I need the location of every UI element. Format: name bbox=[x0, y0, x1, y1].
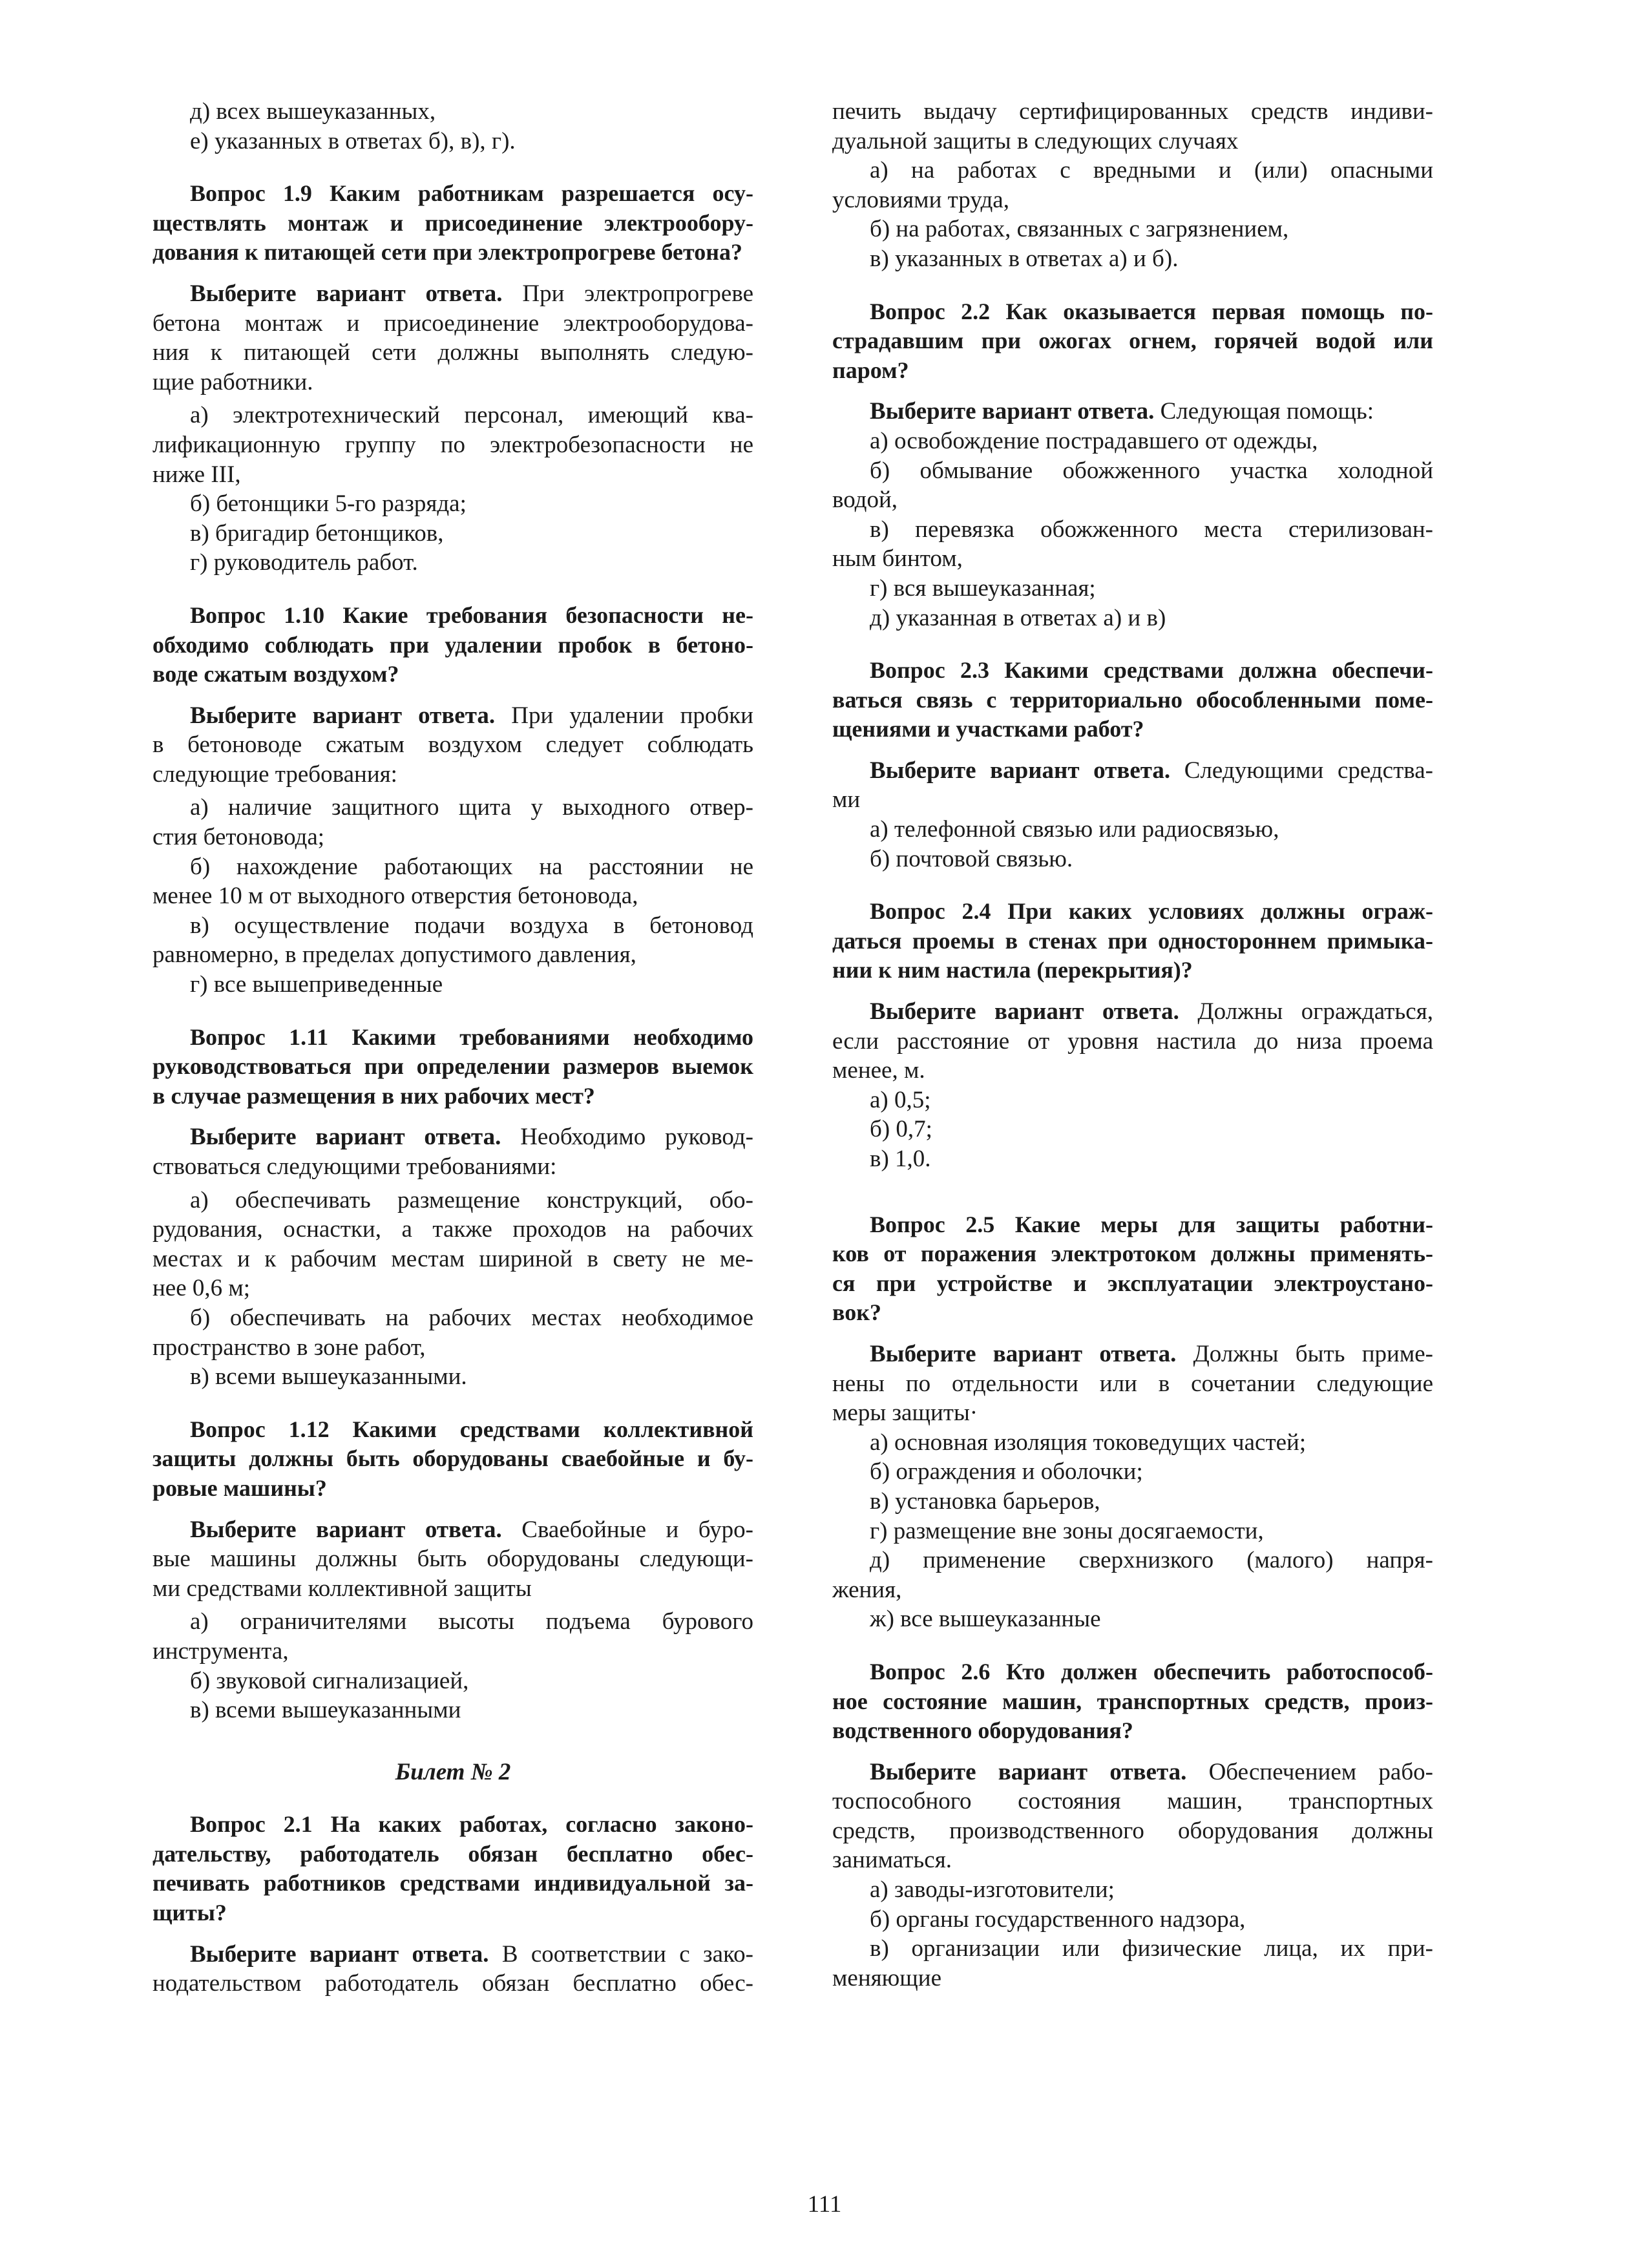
text-line bbox=[152, 1122, 753, 1152]
text-line: ствоваться следующими требованиями: bbox=[152, 1153, 557, 1180]
answer-options bbox=[832, 815, 1433, 874]
answer-label: Выберите вариант ответа. bbox=[870, 998, 1179, 1025]
text-line: бетона монтаж и присоединение электрооборудова- bbox=[152, 310, 753, 337]
text-line: б) органы государственного надзора, bbox=[870, 1906, 1246, 1933]
answer-text: Следующими средства- bbox=[1170, 757, 1433, 784]
text-line: меры защиты· bbox=[832, 1400, 978, 1427]
text-line: б) 0,7; bbox=[870, 1116, 932, 1143]
question-heading bbox=[832, 1210, 1433, 1328]
answer-options bbox=[832, 1875, 1433, 1993]
text-line: в) перевязка обожженного места стерилизован- bbox=[870, 516, 1433, 543]
text-line: менее, м. bbox=[832, 1057, 925, 1084]
answer-label: Выберите вариант ответа. bbox=[190, 1516, 502, 1543]
page-number: 111 bbox=[807, 2191, 842, 2218]
answer-text: При электропрогреве bbox=[502, 280, 753, 307]
text-line: средств, производственного оборудования должны bbox=[832, 1817, 1433, 1844]
text-line: паром? bbox=[832, 357, 909, 383]
text-line: в) всеми вышеуказанными. bbox=[190, 1363, 467, 1391]
text-line: водственного оборудования? bbox=[832, 1717, 1133, 1744]
text-line: в случае размещения в них рабочих мест? bbox=[152, 1082, 595, 1109]
text-line: Вопрос 1.10 Какие требования безопасности не- bbox=[190, 602, 753, 628]
text-line: ния к питающей сети должны выполнять следую- bbox=[152, 339, 753, 366]
text-line: инструмента, bbox=[152, 1637, 289, 1664]
text-line: в) всеми вышеуказанными bbox=[190, 1697, 461, 1724]
text-line: в) установка барьеров, bbox=[870, 1487, 1100, 1515]
text-line: а) ограничителями высоты подъема бурового bbox=[190, 1608, 753, 1635]
text-line: Вопрос 2.2 Как оказывается первая помощь по- bbox=[870, 298, 1433, 324]
text-line: б) обеспечивать на рабочих местах необходимое bbox=[190, 1304, 753, 1331]
answer-text: Следующая помощь: bbox=[1154, 398, 1374, 425]
text-line: дуальной защиты в следующих случаях bbox=[832, 127, 1239, 154]
answer-intro bbox=[832, 756, 1433, 815]
text-line: в) организации или физические лица, их при- bbox=[870, 1935, 1433, 1962]
answer-options bbox=[152, 401, 753, 578]
text-line bbox=[152, 701, 753, 731]
text-line: г) все вышеприведенные bbox=[190, 971, 443, 998]
answer-intro bbox=[152, 1515, 753, 1604]
text-line: д) применение сверхнизкого (малого) напря- bbox=[870, 1547, 1433, 1574]
question-heading bbox=[152, 1810, 753, 1927]
text-line: б) ограждения и оболочки; bbox=[870, 1458, 1143, 1486]
answer-intro bbox=[152, 701, 753, 790]
text-line: обходимо соблюдать при удалении пробок в бетоно- bbox=[152, 631, 753, 658]
question-heading bbox=[152, 1023, 753, 1111]
text-line: щиты? bbox=[152, 1900, 227, 1926]
text-line: дования к питающей сети при электропрогреве бетона? bbox=[152, 239, 742, 266]
question-heading bbox=[152, 179, 753, 268]
answer-options bbox=[152, 1186, 753, 1392]
text-line: б) нахождение работающих на расстоянии не bbox=[190, 853, 753, 880]
text-line: если расстояние от уровня настила до низа проема bbox=[832, 1027, 1433, 1055]
text-line: г) размещение вне зоны досягаемости, bbox=[870, 1517, 1264, 1544]
answer-label: Выберите вариант ответа. bbox=[190, 1124, 501, 1151]
answer-options bbox=[152, 793, 753, 999]
text-line: щениями и участками работ? bbox=[832, 716, 1144, 742]
answer-intro bbox=[832, 1339, 1433, 1428]
text-line: а) обеспечивать размещение конструкций, обо- bbox=[190, 1186, 753, 1213]
text-line: в) осуществление подачи воздуха в бетоновод bbox=[190, 912, 753, 939]
text-line: б) звуковой сигнализацией, bbox=[190, 1667, 469, 1694]
text-line: а) наличие защитного щита у выходного отвер- bbox=[190, 794, 753, 821]
text-line: печить выдачу сертифицированных средств индиви- bbox=[832, 98, 1433, 125]
text-line: в) 1,0. bbox=[870, 1146, 931, 1172]
text-line: условиями труда, bbox=[832, 186, 1009, 213]
right-column bbox=[832, 97, 1433, 1993]
text-line: Вопрос 2.3 Какими средствами должна обеспечи- bbox=[870, 657, 1433, 684]
text-line: в) бригадир бетонщиков, bbox=[190, 520, 444, 547]
ticket-heading: Билет № 2 bbox=[395, 1758, 511, 1785]
answer-intro bbox=[832, 397, 1433, 426]
text-line: Вопрос 1.9 Каким работникам разрешается осу- bbox=[190, 180, 753, 207]
text-line: ми средствами коллективной защиты bbox=[152, 1575, 532, 1602]
text-line: ваться связь с территориально обособленными поме- bbox=[832, 686, 1433, 713]
answer-text: Обеспечением рабо- bbox=[1186, 1758, 1433, 1785]
text-line: г) руководитель работ. bbox=[190, 549, 418, 576]
text-line: щие работники. bbox=[152, 368, 313, 395]
answer-options bbox=[152, 1607, 753, 1725]
answer-text: Должны быть приме- bbox=[1176, 1340, 1433, 1367]
answer-label: Выберите вариант ответа. bbox=[870, 398, 1155, 425]
answer-intro bbox=[832, 997, 1433, 1086]
text-line: нены по отдельности или в сочетании следующие bbox=[832, 1370, 1433, 1397]
text-line: дательству, работодатель обязан бесплатно обес- bbox=[152, 1840, 753, 1867]
text-line: жения, bbox=[832, 1576, 902, 1603]
text-line bbox=[832, 397, 1433, 426]
text-line: пространство в зоне работ, bbox=[152, 1334, 426, 1361]
answer-intro bbox=[832, 1758, 1433, 1875]
text-line: нодательством работодатель обязан бесплатно обес- bbox=[152, 1970, 753, 1997]
text-line: ниже III, bbox=[152, 461, 241, 488]
text-line: водой, bbox=[832, 487, 898, 514]
text-line: ным бинтом, bbox=[832, 545, 963, 572]
text-line: нее 0,6 м; bbox=[152, 1275, 251, 1302]
text-line: а) заводы-изготовители; bbox=[870, 1876, 1115, 1904]
left-column bbox=[152, 97, 753, 1999]
answer-options bbox=[832, 1086, 1433, 1174]
answer-text: Необходимо руковод- bbox=[501, 1124, 753, 1151]
answer-text: При удалении пробки bbox=[495, 702, 753, 729]
text-line: е) указанных в ответах б), в), г). bbox=[190, 127, 516, 154]
text-line: Вопрос 2.4 При каких условиях должны ограж- bbox=[870, 898, 1433, 925]
answer-intro bbox=[152, 1940, 753, 1999]
text-line: а) на работах с вредными и (или) опасными bbox=[870, 157, 1433, 184]
text-line: ми bbox=[832, 786, 861, 814]
answer-label: Выберите вариант ответа. bbox=[870, 1758, 1187, 1785]
text-line bbox=[832, 756, 1433, 786]
text-line: Вопрос 2.1 На каких работах, согласно законо- bbox=[190, 1811, 753, 1838]
text-line bbox=[152, 1515, 753, 1545]
text-line: ное состояние машин, транспортных средств, произ- bbox=[832, 1688, 1433, 1714]
answer-label: Выберите вариант ответа. bbox=[870, 1340, 1177, 1367]
text-line: а) электротехнический персонал, имеющий ква- bbox=[190, 402, 753, 429]
answer-text: В соответствии с зако- bbox=[488, 1940, 753, 1968]
text-line bbox=[832, 1339, 1433, 1369]
answer-options bbox=[152, 97, 753, 156]
text-line: а) 0,5; bbox=[870, 1086, 931, 1113]
text-line: б) бетонщики 5-го разряда; bbox=[190, 490, 467, 518]
text-line: б) на работах, связанных с загрязнением, bbox=[870, 216, 1289, 243]
text-line: г) вся вышеуказанная; bbox=[870, 574, 1096, 602]
answer-label: Выберите вариант ответа. bbox=[190, 280, 503, 307]
text-line: б) обмывание обожженного участка холодной bbox=[870, 457, 1433, 484]
answer-text: Должны ограждаться, bbox=[1179, 998, 1433, 1025]
answer-options bbox=[832, 97, 1433, 156]
question-heading bbox=[832, 656, 1433, 744]
text-line: Вопрос 1.12 Какими средствами коллективной bbox=[190, 1416, 753, 1442]
text-line: печивать работников средствами индивидуальной за- bbox=[152, 1870, 753, 1896]
text-line: а) освобождение пострадавшего от одежды, bbox=[870, 427, 1318, 454]
text-line: б) почтовой связью. bbox=[870, 845, 1073, 872]
text-line: Вопрос 2.5 Какие меры для защиты работни- bbox=[870, 1211, 1433, 1237]
text-line: меняющие bbox=[832, 1964, 942, 1991]
answer-options bbox=[832, 426, 1433, 633]
text-line: нии к ним настила (перекрытия)? bbox=[832, 957, 1193, 983]
text-line: стия бетоновода; bbox=[152, 824, 325, 851]
text-line: а) основная изоляция токоведущих частей; bbox=[870, 1429, 1307, 1456]
text-line: ся при устройстве и эксплуатации электроустано- bbox=[832, 1270, 1433, 1296]
text-line: вок? bbox=[832, 1299, 881, 1326]
text-line: защиты должны быть оборудованы сваебойные и бу- bbox=[152, 1445, 753, 1472]
text-line: Вопрос 1.11 Какими требованиями необходимо bbox=[190, 1024, 753, 1050]
text-line: местах и к рабочим местам шириной в свету не ме- bbox=[152, 1245, 753, 1272]
text-line: рудования, оснастки, а также проходов на рабочих bbox=[152, 1216, 753, 1243]
text-line: д) указанная в ответах а) и в) bbox=[870, 604, 1166, 631]
answer-intro bbox=[152, 1122, 753, 1181]
text-line: тоспособного состояния машин, транспортных bbox=[832, 1788, 1433, 1815]
answer-label: Выберите вариант ответа. bbox=[190, 1940, 489, 1968]
text-line: воде сжатым воздухом? bbox=[152, 661, 399, 688]
text-line: менее 10 м от выходного отверстия бетоновода, bbox=[152, 883, 638, 910]
text-line: ж) все вышеуказанные bbox=[870, 1606, 1101, 1633]
text-line: следующие требования: bbox=[152, 761, 397, 788]
text-line: лификационную группу по электробезопасности не bbox=[152, 431, 753, 458]
text-line: руководствоваться при определении размеров выемок bbox=[152, 1053, 753, 1080]
text-line bbox=[152, 279, 753, 309]
text-line bbox=[832, 997, 1433, 1027]
answer-intro bbox=[152, 279, 753, 397]
answer-label: Выберите вариант ответа. bbox=[190, 702, 496, 729]
text-line: ществлять монтаж и присоединение электрообору- bbox=[152, 209, 753, 236]
question-heading bbox=[152, 601, 753, 689]
answer-label: Выберите вариант ответа. bbox=[870, 757, 1171, 784]
question-heading bbox=[152, 1415, 753, 1504]
text-line: Вопрос 2.6 Кто должен обеспечить работоспособ- bbox=[870, 1658, 1433, 1685]
text-line: в) указанных в ответах а) и б). bbox=[870, 245, 1179, 272]
text-line: а) телефонной связью или радиосвязью, bbox=[870, 816, 1279, 843]
text-line: в бетоноводе сжатым воздухом следует соблюдать bbox=[152, 731, 753, 759]
text-line: вые машины должны быть оборудованы следующи- bbox=[152, 1546, 753, 1573]
text-line: ков от поражения электротоком должны применять- bbox=[832, 1241, 1433, 1267]
answer-options bbox=[832, 156, 1433, 273]
text-line bbox=[832, 1758, 1433, 1787]
text-line: заниматься. bbox=[832, 1847, 952, 1874]
text-line: страдавшим при ожогах огнем, горячей водой или bbox=[832, 328, 1433, 354]
question-heading bbox=[832, 897, 1433, 985]
text-line: ровые машины? bbox=[152, 1475, 327, 1501]
text-line bbox=[152, 1940, 753, 1969]
question-heading bbox=[832, 297, 1433, 386]
answer-text: Сваебойные и буро- bbox=[501, 1516, 753, 1543]
answer-options bbox=[832, 1428, 1433, 1634]
text-line: даться проемы в стенах при одностороннем примыка- bbox=[832, 927, 1433, 954]
text-line: равномерно, в пределах допустимого давления, bbox=[152, 941, 636, 969]
question-heading bbox=[832, 1657, 1433, 1746]
text-line: д) всех вышеуказанных, bbox=[190, 98, 436, 125]
